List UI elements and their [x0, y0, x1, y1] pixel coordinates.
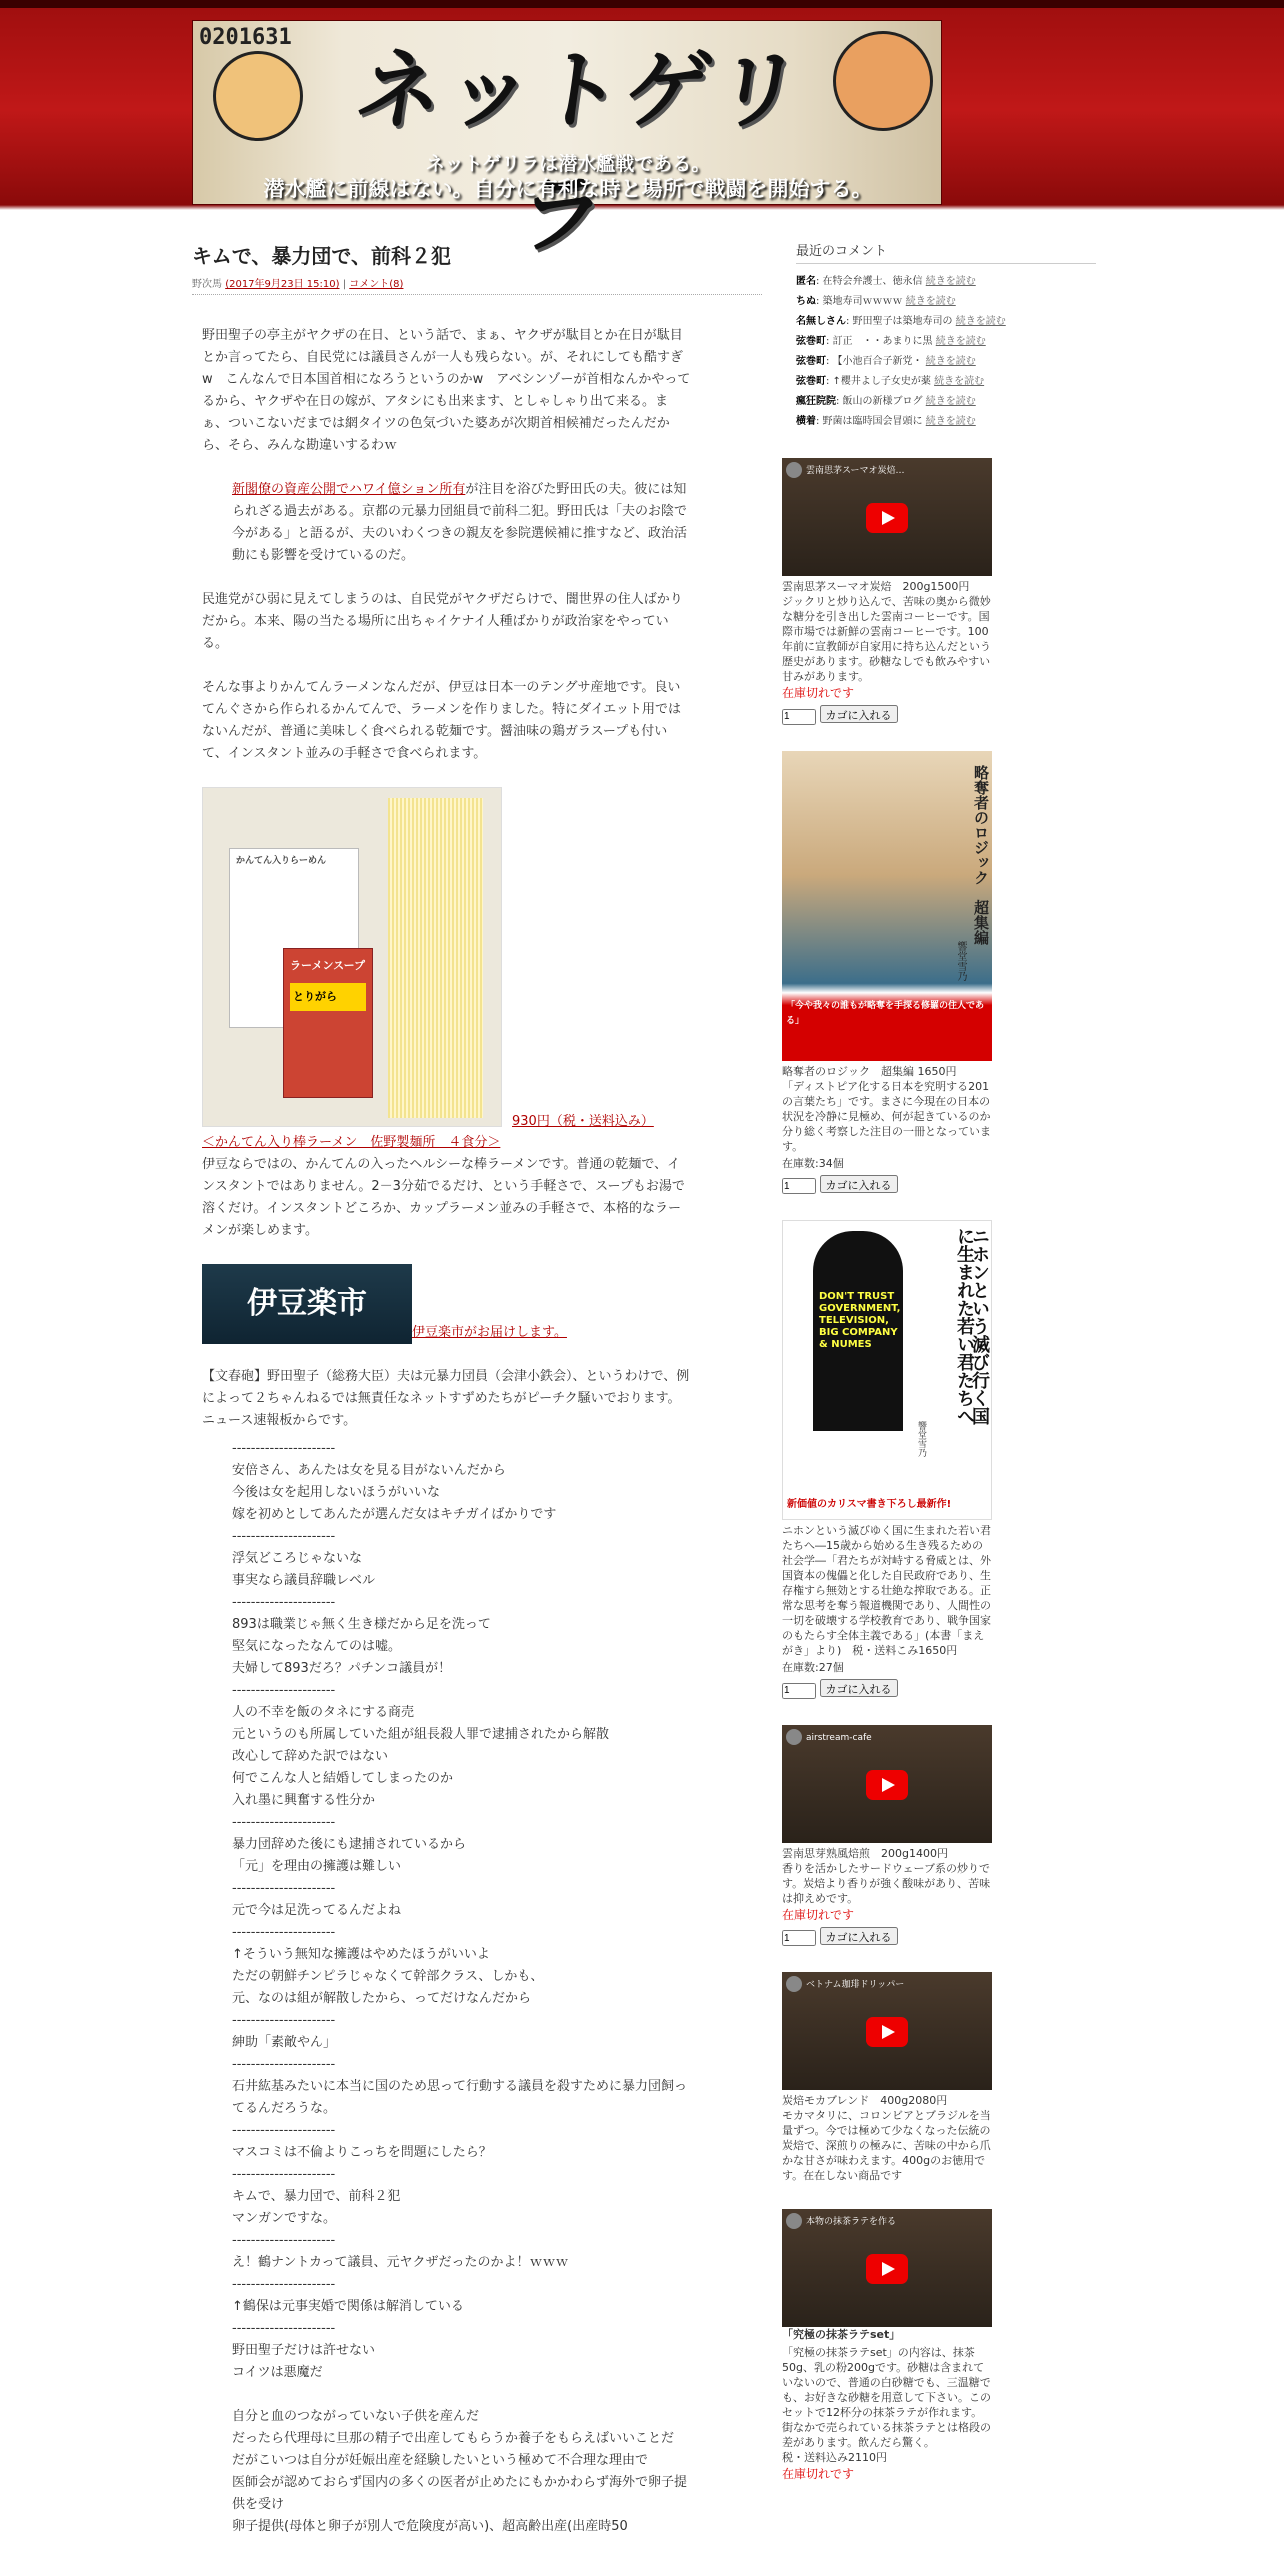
read-more-link[interactable]: 続きを読む: [925, 276, 976, 287]
thread-line: ↑そういう無知な擁護はやめたほうがいいよ: [232, 1947, 490, 1962]
thread-separator: ----------------------: [232, 2277, 336, 2292]
product-title: 雲南思茅スーマオ炭焙 200g1500円: [782, 580, 970, 593]
thread-line: マンガンですな。: [232, 2211, 337, 2226]
thread-line: 元、なのは組が解散したから、ってだけなんだから: [232, 1991, 532, 2006]
cart-row: [782, 1175, 992, 1195]
paragraph: 民進党がひ弱に見えてしまうのは、自民党がヤクザだらけで、闇世界の住人ばかりだから。本来、陽の当たる場所に出ちゃイケナイ人種ばかりが政治家をやっている。: [202, 592, 683, 651]
sidebar-product: [782, 1725, 992, 1947]
product-title: 略奪者のロジック 超集編 1650円: [782, 1064, 957, 1078]
book-title: ニホンという滅び行く国に生まれた若い君たちへ: [954, 1227, 990, 1425]
recent-comments-list: [796, 272, 1096, 432]
thread-line: 元というのも所属していた組が組長殺人罪で逮捕されたから解散: [232, 1727, 610, 1742]
read-more-link[interactable]: 続きを読む: [935, 336, 986, 347]
comment-author: 弦巻町: [796, 336, 826, 347]
quantity-input[interactable]: [782, 709, 816, 725]
thread-line: 夫婦して893だろ？パチンコ議員が！: [232, 1661, 452, 1676]
izu-rakuichi-logo[interactable]: 伊豆楽市: [202, 1264, 412, 1344]
video-embed[interactable]: [782, 458, 992, 576]
cart-row: [782, 1679, 992, 1699]
recent-comment-item: [796, 292, 1096, 312]
product-desc: 税・送料込み2110円: [782, 2451, 887, 2464]
thread-line: 何でこんな人と結婚してしまったのか: [232, 1771, 454, 1786]
comment-author: 弦巻町: [796, 356, 826, 367]
thread-line: だったら代理母に旦那の精子で出産してもらうか養子をもらえばいいことだ: [232, 2431, 675, 2446]
paragraph: そんな事よりかんてんラーメンなんだが、伊豆は日本一のテングサ産地です。良いてんぐさから作られるかんてんで、ラーメンを作りました。特にダイエット用ではないんだが、普通に美味しく食べられる乾麺です。醤油味の鶏ガラスープも付いて、インスタント並みの手軽さで食べられます。: [202, 680, 682, 761]
thread-line: 安倍さん、あんたは女を見る目がないんだから: [232, 1463, 506, 1478]
product-desc: 香りを活かしたサードウェーブ系の炒りです。炭焙より香りが強く酸味があり、苦味は抑えめです。: [782, 1861, 991, 1905]
tagline-2: 潜水艦に前線はない。自分に有利な時と場所で戦闘を開始する。: [263, 177, 873, 201]
sidebar-product: [782, 458, 992, 725]
post-title: キムで、暴力団で、前科２犯: [192, 244, 451, 268]
book-band: 「今や我々の誰もが略奪を手探る修羅の住人である」: [786, 1000, 985, 1026]
read-more-link[interactable]: 続きを読む: [934, 376, 985, 387]
thread-separator: ----------------------: [232, 2013, 336, 2028]
thread-separator: ----------------------: [232, 1683, 336, 1698]
recent-comment-item: [796, 312, 1096, 332]
video-title: 本物の抹茶ラテを作る: [806, 2217, 897, 2227]
thread-line: 今後は女を起用しないほうがいいな: [232, 1485, 441, 1500]
comment-author: 瘋狂院院: [796, 396, 836, 407]
book-title: 略奪者のロジック 超集編: [972, 764, 990, 945]
quote-source-link[interactable]: 新閣僚の資産公開でハワイ億ション所有: [232, 482, 466, 497]
thread-line: 浮気どころじゃないな: [232, 1551, 363, 1566]
meta-separator: |: [342, 279, 347, 290]
thread-separator: ----------------------: [232, 2321, 336, 2336]
product-desc: 「ディストピア化する日本を究明する201の言葉たち」です。まさに今現在の日本の状況を冷静に見極め、何が起きているのか分り総く考察した注目の一冊となっています。: [782, 1079, 991, 1153]
comment-author: 匿名: [796, 276, 816, 287]
thread-line: 事実なら議員辞職レベル: [232, 1573, 376, 1588]
thread-line: 紳助「素敵やん」: [232, 2035, 337, 2050]
thread-line: だがこいつは自分が妊娠出産を経験したいという極めて不合理な理由で: [232, 2453, 649, 2468]
quote-text: が注目を浴びた野田氏の夫。彼には知られざる過去がある。京都の元暴力団組員で前科二犯。野田氏は「夫のお陰で今がある」と語るが、夫のいわくつきの親友を参院選候補に推すなど、政治活動にも影響を受けているのだ。: [232, 482, 688, 563]
price-link[interactable]: 930円（税・送料込み）: [512, 1114, 654, 1129]
cartoon-face-right: [833, 31, 933, 131]
thread-line: 卵子提供(母体と卵子が別人で危険度が高い)、超高齢出産(出産時50: [232, 2519, 628, 2534]
comment-excerpt: : 訂正 ・・あまりに黒: [826, 336, 933, 347]
sidebar-product: [782, 2209, 992, 2482]
thread-line: マスコミは不倫よりこっちを問題にしたら？: [232, 2145, 492, 2160]
recent-comment-item: [796, 392, 1096, 412]
noodle-bundle: [388, 798, 483, 1118]
channel-avatar: [786, 462, 802, 478]
recent-comment-item: [796, 332, 1096, 352]
thread-line: ↑鶴保は元事実婚で関係は解消している: [232, 2299, 464, 2314]
youtube-play-icon[interactable]: [866, 2017, 908, 2047]
ramen-product-image[interactable]: [202, 787, 502, 1127]
product-list: [782, 458, 1096, 2482]
poster-text: DON'T TRUST GOVERNMENT, TELEVISION, BIG COMPANY & NUMES: [819, 1291, 901, 1350]
sidebar-product: [782, 1972, 992, 2183]
soup-flavor: とりがら: [290, 983, 366, 1011]
comment-excerpt: : 在特会弁護士、徳永信: [816, 276, 923, 287]
thread-line: 入れ墨に興奮する性分か: [232, 1793, 376, 1808]
product-title: 炭焙モカブレンド 400g2080円: [782, 2094, 948, 2107]
product-desc: ジックリと炒り込んで、苦味の奥から微妙な糖分を引き出した雲南コーヒーです。国際市場では新鮮の雲南コーヒーです。100年前に宣教師が自家用に持ち込んだという歴史があります。砂糖なしでも飲みやすい甘みがあります。: [782, 595, 991, 683]
product-desc: モカマタリに、コロンビアとブラジルを当量ずつ。今では極めて少なくなった伝統の炭焙で、深煎りの極みに、苦味の中から爪かな甘さが味わえます。400gのお徳用です。在在しない商品です: [782, 2109, 991, 2182]
comment-excerpt: : 野菌は臨時国会冒頭に: [816, 416, 923, 427]
soup-label: ラーメンスープ: [290, 959, 366, 972]
thread-line: 元で今は足洗ってるんだよね: [232, 1903, 402, 1918]
book-band: 新価値のカリスマ書き下ろし最新作!: [787, 1499, 952, 1510]
comment-author: 横着: [796, 416, 816, 427]
thread-line: 医師会が認めておらず国内の多くの医者が止めたにもかかわらず海外で卵子提供を受け: [232, 2475, 688, 2512]
sidebar-product: [782, 751, 992, 1195]
read-more-link[interactable]: 続きを読む: [925, 356, 976, 367]
thread-line: 改心して辞めた訳ではない: [232, 1749, 389, 1764]
cart-row: [782, 1927, 992, 1947]
post-author: 野次馬: [192, 279, 222, 290]
comment-excerpt: : 飯山の新様ブログ: [836, 396, 923, 407]
thread-line: 「元」を理由の擁護は難しい: [232, 1859, 402, 1874]
add-to-cart-button[interactable]: カゴに入れる: [820, 1927, 898, 1945]
sidebar-product: [782, 1220, 992, 1699]
thread-line: コイツは悪魔だ: [232, 2365, 323, 2380]
paragraph: 【文春砲】野田聖子（総務大臣）夫は元暴力団員（会津小鉄会）、というわけで、例によって２ちゃんねるでは無責任なネットすずめたちがピーチク騒いでおります。ニュース速報板からです。: [202, 1369, 690, 1428]
quantity-input[interactable]: [782, 1930, 816, 1946]
izu-banner: [202, 1264, 692, 1344]
quantity-input[interactable]: [782, 1178, 816, 1194]
thread-separator: ----------------------: [232, 1441, 336, 1456]
video-title: 雲南思茅スーマオ炭焙…: [806, 466, 905, 476]
book-author: 響堂雪乃: [916, 1421, 926, 1457]
add-to-cart-button[interactable]: カゴに入れる: [820, 1679, 898, 1697]
product-link[interactable]: ＜かんてん入り棒ラーメン 佐野製麺所 ４食分＞: [202, 1135, 501, 1150]
stock-status: 在庫数:27個: [782, 1661, 844, 1674]
stock-status: 在庫切れです: [782, 1907, 855, 1922]
read-more-link[interactable]: 続きを読む: [925, 416, 976, 427]
site-logo: ネットゲリラ: [349, 40, 812, 265]
thread-line: 嫁を初めとしてあんたが選んだ女はキチガイばかりです: [232, 1507, 557, 1522]
banner-number: 0201631: [199, 25, 292, 50]
thread-separator: ----------------------: [232, 1881, 336, 1896]
comment-excerpt: : 野田聖子は築地寿司の: [846, 316, 953, 327]
add-to-cart-button[interactable]: カゴに入れる: [820, 705, 898, 723]
video-embed[interactable]: [782, 1725, 992, 1843]
thread-separator: ----------------------: [232, 2057, 336, 2072]
quantity-input[interactable]: [782, 1683, 816, 1699]
recent-comment-item: [796, 352, 1096, 372]
product-figure: [202, 787, 692, 1132]
channel-avatar: [786, 2213, 802, 2229]
book-author: 響堂雪乃: [955, 940, 966, 981]
read-more-link[interactable]: 続きを読む: [905, 296, 956, 307]
post-date-link[interactable]: (2017年9月23日 15:10): [225, 279, 340, 290]
paragraph: 伊豆ならではの、かんてんの入ったヘルシーな棒ラーメンです。普通の乾麺で、インスタントではありません。2－3分茹でるだけ、という手軽さで、スープもお湯で溶くだけ。インスタントどころか、カップラーメン並みの手軽さで、本格的なラーメンが楽しめます。: [202, 1157, 685, 1238]
channel-avatar: [786, 1976, 802, 1992]
main-column: [192, 240, 762, 2538]
product-title: ニホンという滅びゆく国に生まれた若い君たちへ―15歳から始める生き残るための社会学―「君たちが対峙する脅威とは、外国資本の傀儡と化した自民政府であり、生存権すら無効とする壮絶な搾取である。正常な思考を奪う報道機関であり、人間性の一切を破壊する学校教育であり、戦争国家のもたらす全体主義である」(本書「まえがき」より) 税・送料こみ1650円: [782, 1524, 991, 1657]
package-title: かんてん入りらーめん: [236, 856, 327, 866]
post-meta: [192, 275, 762, 295]
stock-status: 在庫数:34個: [782, 1156, 844, 1170]
thread-line: キムで、暴力団で、前科２犯: [232, 2189, 401, 2204]
recent-comment-item: [796, 412, 1096, 432]
thread-line: ただの朝鮮チンピラじゃなくて幹部クラス、しかも、: [232, 1969, 544, 1984]
youtube-play-icon[interactable]: [866, 1770, 908, 1800]
comments-link[interactable]: コメント(8): [349, 279, 404, 290]
book-cover[interactable]: [782, 751, 992, 1061]
product-title: 「究極の抹茶ラテset」の内容は、抹茶50g、乳の粉200gです。砂糖は含まれていないので、普通の白砂糖でも、三温糖でも、お好きな砂糖を用意して下さい。このセットで12杯分の抹茶ラテが作れます。街なかで売られている抹茶ラテとは格段の差があります。飲んだら驚く。: [782, 2346, 991, 2449]
thread-separator: ----------------------: [232, 2123, 336, 2138]
add-to-cart-button[interactable]: カゴに入れる: [820, 1175, 898, 1193]
recent-comments-title: 最近のコメント: [796, 240, 1096, 264]
stock-status: 在庫切れです: [782, 2467, 855, 2481]
cart-row: [782, 705, 992, 725]
quote-block: [202, 479, 692, 567]
izu-link[interactable]: 伊豆楽市がお届けします。: [412, 1325, 567, 1340]
read-more-link[interactable]: 続きを読む: [955, 316, 1006, 327]
quoted-thread: [202, 1438, 692, 2538]
comment-author: ちぬ: [796, 296, 816, 307]
tagline-1: ネットゲリラは潜水艦戦である。: [425, 153, 711, 175]
thread-separator: ----------------------: [232, 1925, 336, 1940]
thread-line: 堅気になったなんてのは嘘。: [232, 1639, 402, 1654]
thread-separator: ----------------------: [232, 1595, 336, 1610]
thread-line: え！鶴ナントカって議員、元ヤクザだったのかよ！ｗｗｗ: [232, 2255, 569, 2270]
comment-author: 名無しさん: [796, 316, 846, 327]
top-strip: [0, 0, 1284, 8]
post-body: [192, 325, 692, 2538]
youtube-play-icon[interactable]: [866, 2254, 908, 2284]
video-title: airstream-cafe: [806, 1732, 872, 1743]
book-cover[interactable]: [782, 1220, 992, 1520]
recent-comment-item: [796, 372, 1096, 392]
thread-line: 暴力団辞めた後にも逮捕されているから: [232, 1837, 467, 1852]
thread-line: 野田聖子だけは許せない: [232, 2343, 376, 2358]
channel-avatar: [786, 1729, 802, 1745]
soup-packet: [283, 948, 373, 1098]
comment-excerpt: : ↑櫻井よし子女史が薬: [826, 376, 931, 387]
comment-author: 弦巻町: [796, 376, 826, 387]
youtube-play-icon[interactable]: [866, 503, 908, 533]
comment-excerpt: : 築地寿司ｗｗｗｗ: [816, 296, 903, 307]
thread-line: [232, 2384, 692, 2406]
comment-excerpt: : 【小池百合子新党・: [826, 356, 923, 367]
thread-separator: ----------------------: [232, 1529, 336, 1544]
product-subtitle: 「究極の抹茶ラテset」: [782, 2328, 901, 2341]
thread-line: 石井紘基みたいに本当に国のため思って行動する議員を殺すために暴力団飼ってるんだろうな。: [232, 2079, 688, 2116]
thread-line: 893は職業じゃ無く生き様だから足を洗って: [232, 1617, 491, 1632]
product-title: 雲南思芽熟風焙煎 200g1400円: [782, 1846, 948, 1860]
video-embed[interactable]: [782, 1972, 992, 2090]
cartoon-face-left: [213, 51, 303, 141]
thread-separator: ----------------------: [232, 1815, 336, 1830]
video-title: ベトナム珈琲ドリッパー: [806, 1980, 905, 1990]
recent-comment-item: [796, 272, 1096, 292]
video-embed[interactable]: [782, 2209, 992, 2327]
thread-separator: ----------------------: [232, 2167, 336, 2182]
thread-separator: ----------------------: [232, 2233, 336, 2248]
paragraph: 野田聖子の亭主がヤクザの在日、という話で、まぁ、ヤクザが駄目とか在日が駄目とか言ってたら、自民党には議員さんが一人も残らない。が、それにしても酷すぎw こんなんで日本国首相になろうというのかw アベシンゾーが首相なんかやってるから、ヤクザや在日の嫁が、アタシにも出来ます、としゃしゃり出て来る。まぁ、ついこないだまでは網タイツの色気づいた婆あが次期首相候補だったんだから、そら、みんな勘違いするわｗ: [202, 328, 691, 453]
thread-line: 人の不幸を飯のタネにする商売: [232, 1705, 415, 1720]
stock-status: 在庫切れです: [782, 686, 855, 700]
sidebar: [782, 240, 1096, 2482]
thread-line: 自分と血のつながっていない子供を産んだ: [232, 2409, 480, 2424]
read-more-link[interactable]: 続きを読む: [925, 396, 976, 407]
